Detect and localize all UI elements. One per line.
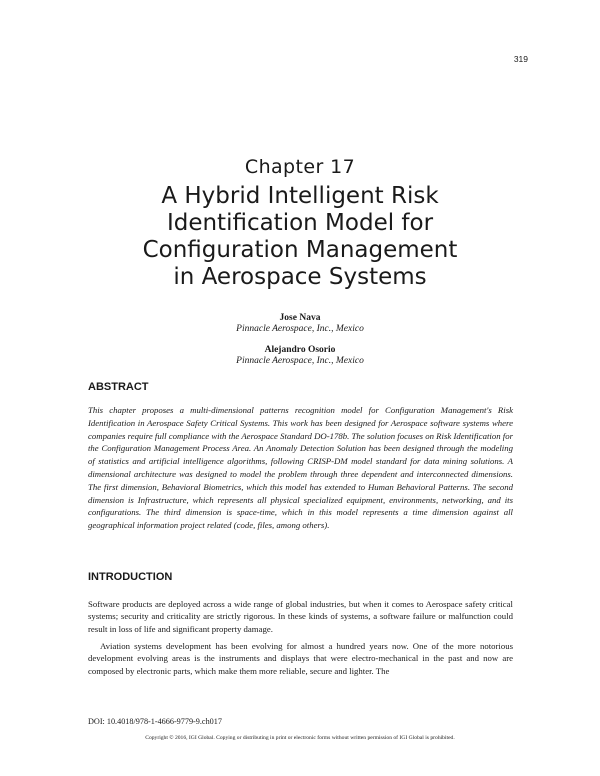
intro-paragraph: Aviation systems development has been evolving for almost a hundred years now. One of the more notorious development evolving areas is the instruments and displays that were electro-mechanical in the past and now are composed by electronic parts, which make them more reliable, secure and lighter. The — [88, 641, 513, 676]
author-block — [0, 345, 600, 367]
abstract-text: This chapter proposes a multi-dimensional patterns recognition model for Configuration Management's Risk Identification in Aerospace Safety Critical Systems. This work has been designed for Aerospace software systems where companies require full compliance with the Aerospace Standard DO-178b. The solution focuses on Risk Identification for the Configuration Management Process Area. An Anomaly Detection Solution has been designed through the modeling of statistics and artificial intelligence algorithms, following CRISP-DM model standard for data mining solutions. A dimensional architecture was designed to model the problem through three dependent and interconnected dimensions. The first dimension, Behavioral Biometrics, which this model has extended to Human Behavioral Patterns. The second dimension is Infrastructure, which represents all physical specialized equipment, environments, networking, and its configurations. The third dimension is space-time, which in this model represents a time dimension against all geographical information project related (code, files, among others). — [88, 405, 513, 531]
title-line: Identification Model for — [166, 210, 434, 236]
title-line: A Hybrid Intelligent Risk — [161, 183, 439, 209]
author-affiliation: Pinnacle Aerospace, Inc., Mexico — [236, 324, 364, 334]
author-affiliation: Pinnacle Aerospace, Inc., Mexico — [236, 356, 364, 366]
intro-paragraph: Software products are deployed across a wide range of global industries, but when it comes to Aerospace safety critical systems; security and criticality are strictly rigorous. In these kinds of systems, a software failure or malfunction could result in loss of life and significant property damage. — [88, 599, 513, 634]
chapter-title — [60, 183, 540, 291]
introduction-heading: INTRODUCTION — [88, 571, 173, 583]
author-block — [0, 313, 600, 335]
author-name: Jose Nava — [279, 313, 321, 323]
title-line: Configuration Management — [142, 237, 458, 263]
copyright-notice: Copyright © 2016, IGI Global. Copying or distributing in print or electronic forms without written permission of IGI Global is prohibited. — [145, 735, 455, 741]
abstract-heading: ABSTRACT — [88, 381, 149, 393]
doi: DOI: 10.4018/978-1-4666-9779-9.ch017 — [88, 717, 222, 726]
title-line: in Aerospace Systems — [173, 264, 427, 290]
author-name: Alejandro Osorio — [264, 345, 336, 355]
chapter-label: Chapter 17 — [244, 156, 356, 178]
page-number: 319 — [513, 54, 528, 64]
